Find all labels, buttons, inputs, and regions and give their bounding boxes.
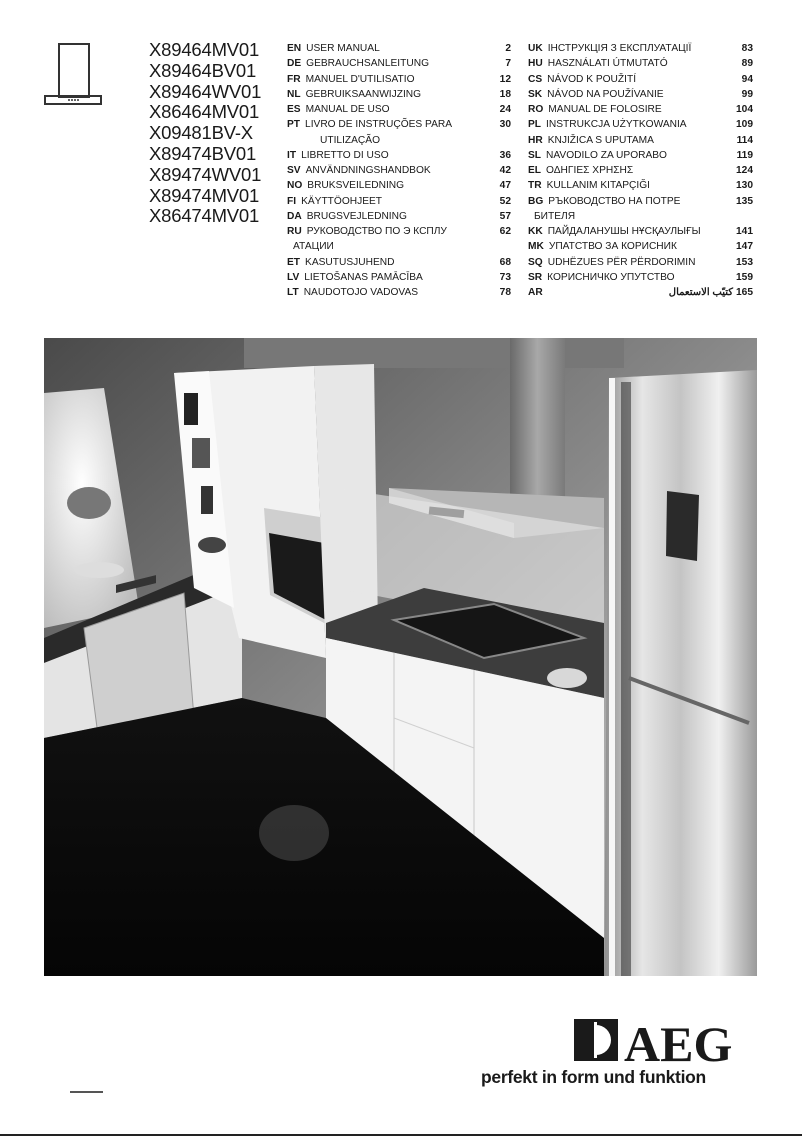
model-number: X89474MV01 [149,184,260,206]
toc-title: BRUGSVEJLEDNING [306,210,407,222]
kitchen-photo [44,338,757,976]
toc-entry-de[interactable] [287,56,511,71]
toc-entry-da[interactable] [287,209,511,224]
toc-entry-uk[interactable] [528,41,753,56]
lang-code: RO [528,104,544,115]
lang-code: DA [287,210,302,222]
model-list [149,40,279,227]
lang-code: FI [287,195,297,207]
toc-title: MANUEL D'UTILISATIO [305,73,415,85]
model-number: X89464MV01 [149,39,260,60]
page-number: 109 [736,119,753,131]
toc-entry-en[interactable] [287,41,511,56]
page-marker-dash [70,1091,103,1093]
toc-title: KULLANIM KITAPÇIĞI [546,180,650,192]
page-number: 89 [741,58,753,70]
toc-title: РУКОВОДСТВО ПО Э КСПЛУ [306,226,447,237]
model-number: X86474MV01 [149,205,260,227]
toc-entry-el[interactable] [528,163,753,178]
toc-entry-sq[interactable] [528,255,753,270]
page-number: 119 [736,149,753,161]
lang-code: NO [287,180,303,192]
page-number: 47 [499,180,511,192]
toc-title: NÁVOD NA POUŽÍVANIE [547,88,664,100]
toc-entry-pl[interactable] [528,117,753,132]
page-number: 114 [736,134,753,146]
toc-title: GEBRUIKSAANWIJZING [305,88,422,100]
page-number: 7 [505,58,511,70]
cooker-hood-icon [44,43,102,105]
toc-title: ІНСТРУКЦІЯ З ЕКСПЛУАТАЦІЇ [547,43,692,54]
lang-code: BG [528,195,544,207]
toc-entry-sv[interactable] [287,163,511,178]
lang-code: CS [528,73,543,85]
lang-code: AR [528,287,543,298]
lang-code: EN [287,43,302,54]
toc-title: USER MANUAL [306,43,380,54]
lang-code: EL [528,165,542,176]
page-number: 68 [499,256,511,268]
lang-code: ES [287,104,301,115]
logo-wordmark: AEG [624,1018,733,1064]
page-number: 83 [741,43,753,54]
toc-title: GEBRAUCHSANLEITUNG [306,58,429,70]
toc-entry-it[interactable] [287,148,511,163]
toc-entry-sk[interactable] [528,87,753,102]
page-number: 24 [499,104,511,115]
toc-title: KNJIŽICA S UPUTAMA [547,134,654,146]
page-number: 78 [499,287,511,298]
toc-title: NAVODILO ZA UPORABO [546,149,667,161]
lang-code: IT [287,149,297,161]
lang-code: TR [528,180,542,192]
toc-title: ПАЙДАЛАНУШЫ НҰСҚАУЛЫҒЫ [547,226,701,237]
aeg-logo [574,1018,757,1064]
toc-title: HASZNÁLATI ÚTMUTATÓ [547,58,668,70]
toc-title-continuation: БИТЕЛЯ [534,210,576,222]
page-number: 124 [736,165,753,176]
lang-code: PL [528,119,542,131]
toc-entry-nl[interactable] [287,87,511,102]
model-number: X89464WV01 [149,80,262,102]
model-number: X86464MV01 [149,101,260,123]
model-number: X89464BV01 [149,59,257,81]
toc-title: NÁVOD K POUŽITÍ [547,73,637,85]
model-number: X09481BV-X [149,122,253,144]
page-number: 130 [736,180,753,192]
page-number: 30 [499,119,511,131]
lang-code: LT [287,287,299,298]
toc-title: ANVÄNDNINGSHANDBOK [305,165,431,176]
toc-title: РЪКОВОДСТВО НА ПОТРЕ [548,195,681,207]
page-number: 135 [736,195,753,207]
brand-tagline: perfekt in form und funktion [481,1067,706,1087]
toc-title-continuation: АТАЦИИ [293,241,334,253]
page-number: 57 [499,210,511,222]
toc-entry-sl[interactable] [528,148,753,163]
model-number: X89474BV01 [149,142,257,164]
page-number: 153 [736,256,753,268]
toc-entry-es[interactable] [287,102,511,117]
page-number: 62 [499,226,511,237]
toc-title: LIETOŠANAS PAMĀCĪBA [304,271,423,283]
toc-right-column [528,41,753,300]
lang-code: ET [287,256,301,268]
toc-entry-no[interactable] [287,178,511,193]
lang-code: MK [528,241,544,253]
toc-title: BRUKSVEILEDNING [307,180,405,192]
toc-entry-bg[interactable] [528,194,753,209]
page-number: 165 [736,287,753,298]
lang-code: FR [287,73,301,85]
page-number: 36 [499,149,511,161]
toc-entry-kk[interactable] [528,224,753,239]
lang-code: LV [287,271,300,283]
toc-title-continuation: UTILIZAÇÃO [320,134,381,146]
toc-title: LIBRETTO DI USO [301,149,389,161]
toc-entry-ru[interactable] [287,224,511,239]
lang-code: HU [528,58,543,70]
toc-title: UDHËZUES PËR PËRDORIMIN [547,256,696,268]
toc-title: KASUTUSJUHEND [305,256,395,268]
lang-code: SK [528,88,543,100]
page-number: 12 [499,73,511,85]
toc-entry-lt[interactable] [287,285,511,300]
page-number: 73 [499,271,511,283]
toc-entry-ro[interactable] [528,102,753,117]
lang-code: PT [287,119,301,131]
toc-title: كتيّب الاستعمال [668,287,733,298]
toc-left-column [287,41,511,300]
toc-entry-cs[interactable] [528,72,753,87]
toc-entry-fr[interactable] [287,72,511,87]
lang-code: UK [528,43,543,54]
lang-code: SQ [528,256,543,268]
toc-title: KÄYTTÖOHJEET [301,195,383,207]
page-number: 104 [736,104,753,115]
toc-entry-tr[interactable] [528,178,753,193]
lang-code: NL [287,88,301,100]
toc-entry-hr[interactable] [528,133,753,148]
toc-entry-mk[interactable] [528,239,753,254]
page-number: 147 [736,241,753,253]
lang-code: KK [528,226,543,237]
lang-code: RU [287,226,302,237]
page-number: 99 [741,88,753,100]
kitchen-illustration [44,338,757,976]
toc-entry-sr[interactable] [528,270,753,285]
toc-entry-hu[interactable] [528,56,753,71]
page-number: 42 [499,165,511,176]
toc-entry-ar[interactable] [528,285,753,300]
lang-code: SV [287,165,301,176]
toc-entry-pt[interactable] [287,117,511,132]
page-number: 18 [499,88,511,100]
toc-title: КОРИСНИЧКО УПУТСТВО [547,271,675,283]
lang-code: SL [528,149,542,161]
lang-code: DE [287,58,302,70]
lang-code: SR [528,271,543,283]
page-number: 159 [736,271,753,283]
toc-entry-et[interactable] [287,255,511,270]
lang-code: HR [528,134,543,146]
toc-title: INSTRUKCJA UŻYTKOWANIA [546,119,687,131]
toc-title: MANUAL DE FOLOSIRE [548,104,662,115]
toc-entry-lv[interactable] [287,270,511,285]
toc-title: УПАТСТВО ЗА КОРИСНИК [548,241,677,253]
page-number: 94 [741,73,753,85]
page-number: 141 [736,226,753,237]
toc-title: MANUAL DE USO [305,104,390,115]
model-number: X89474WV01 [149,163,262,185]
toc-title: NAUDOTOJO VADOVAS [303,287,419,298]
toc-entry-fi[interactable] [287,194,511,209]
toc-title: LIVRO DE INSTRUÇÕES PARA [305,119,453,131]
toc-title: ΟΔΗΓΙΕΣ ΧΡΗΣΗΣ [546,165,634,176]
page-number: 2 [505,43,511,54]
page-number: 52 [499,195,511,207]
